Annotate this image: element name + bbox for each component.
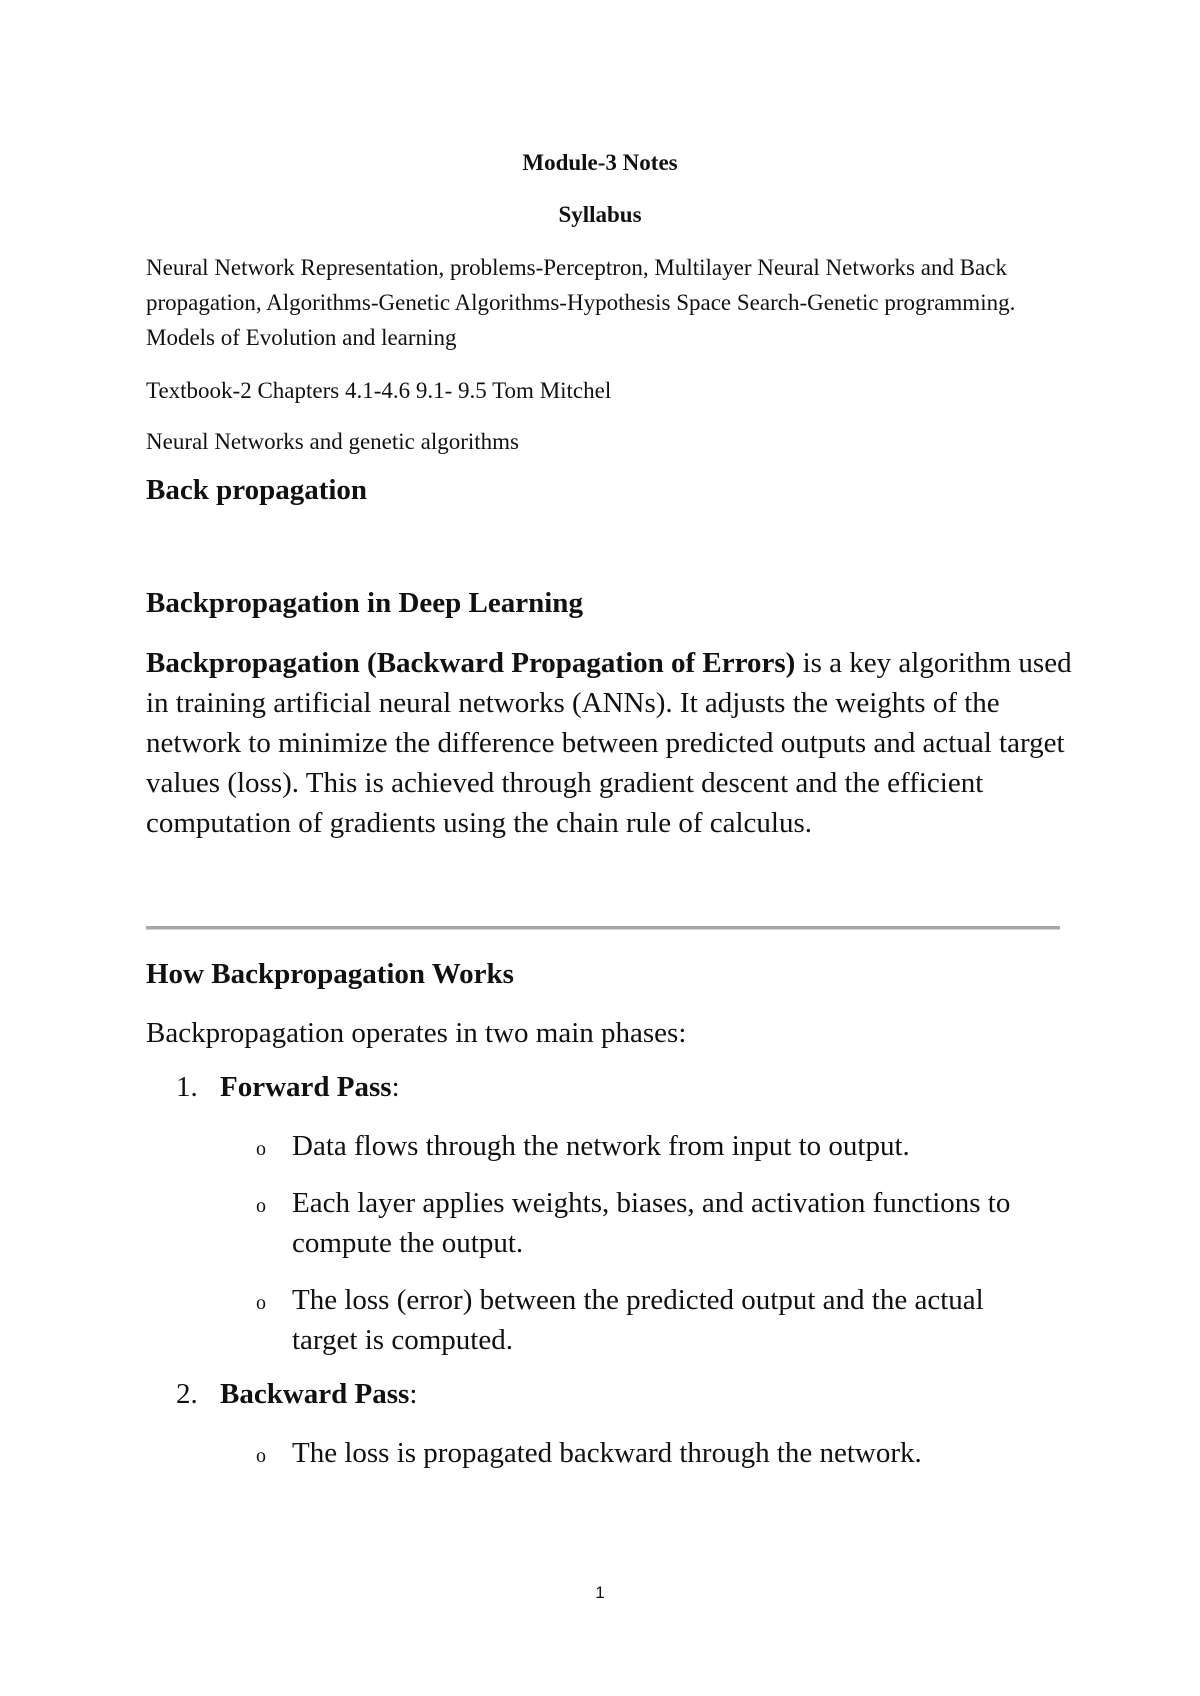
phase-label-text: Backward Pass	[220, 1378, 410, 1410]
bullet-circle-icon: o	[256, 1195, 266, 1217]
intro-paragraph	[146, 643, 1086, 843]
horizontal-divider	[146, 926, 1060, 930]
phase-label-suffix: :	[391, 1071, 400, 1103]
list-item: The loss is propagated backward through the network.	[292, 1437, 922, 1469]
how-it-works-heading: How Backpropagation Works	[146, 958, 514, 990]
section-heading-backprop-deep-learning: Backpropagation in Deep Learning	[146, 587, 583, 619]
phase-number: 1.	[176, 1071, 198, 1103]
intro-rest: is a key algorithm used in training artificial neural networks (ANNs). It adjusts the weights of the network to minimize the difference between predicted outputs and actual target values (loss). This is achieved through gradient descent and the efficient computation of gradients using the chain rule of calculus.	[146, 647, 1072, 839]
bullet-circle-icon: o	[256, 1445, 266, 1467]
section-heading-back-propagation: Back propagation	[146, 474, 368, 506]
phase-label	[220, 1071, 400, 1104]
syllabus-text: Neural Network Representation, problems-Perceptron, Multilayer Neural Networks and Back propagation, Algorithms-Genetic Algorithms-Hypothesis Space Search-Genetic programming. Models of Evolution and learning	[146, 255, 1016, 350]
page-number: 1	[595, 1583, 605, 1602]
bullet-circle-icon: o	[256, 1138, 266, 1160]
syllabus-heading: Syllabus	[558, 202, 642, 227]
topics-line: Neural Networks and genetic algorithms	[146, 429, 519, 454]
phase-number: 2.	[176, 1378, 198, 1410]
list-item: The loss (error) between the predicted output and the actual target is computed.	[292, 1284, 984, 1356]
phases-intro: Backpropagation operates in two main phases:	[146, 1017, 687, 1049]
phase-label-suffix: :	[409, 1378, 418, 1410]
phase-label-text: Forward Pass	[220, 1071, 392, 1103]
textbook-line: Textbook-2 Chapters 4.1-4.6 9.1- 9.5 Tom Mitchel	[146, 378, 612, 403]
list-item: Each layer applies weights, biases, and activation functions to compute the output.	[292, 1187, 1011, 1259]
bullet-circle-icon: o	[256, 1292, 266, 1314]
phase-label	[220, 1378, 417, 1411]
list-item: Data flows through the network from input to output.	[292, 1130, 910, 1162]
intro-bold-lead: Backpropagation (Backward Propagation of Errors)	[146, 647, 796, 679]
document-title: Module-3 Notes	[522, 150, 678, 175]
